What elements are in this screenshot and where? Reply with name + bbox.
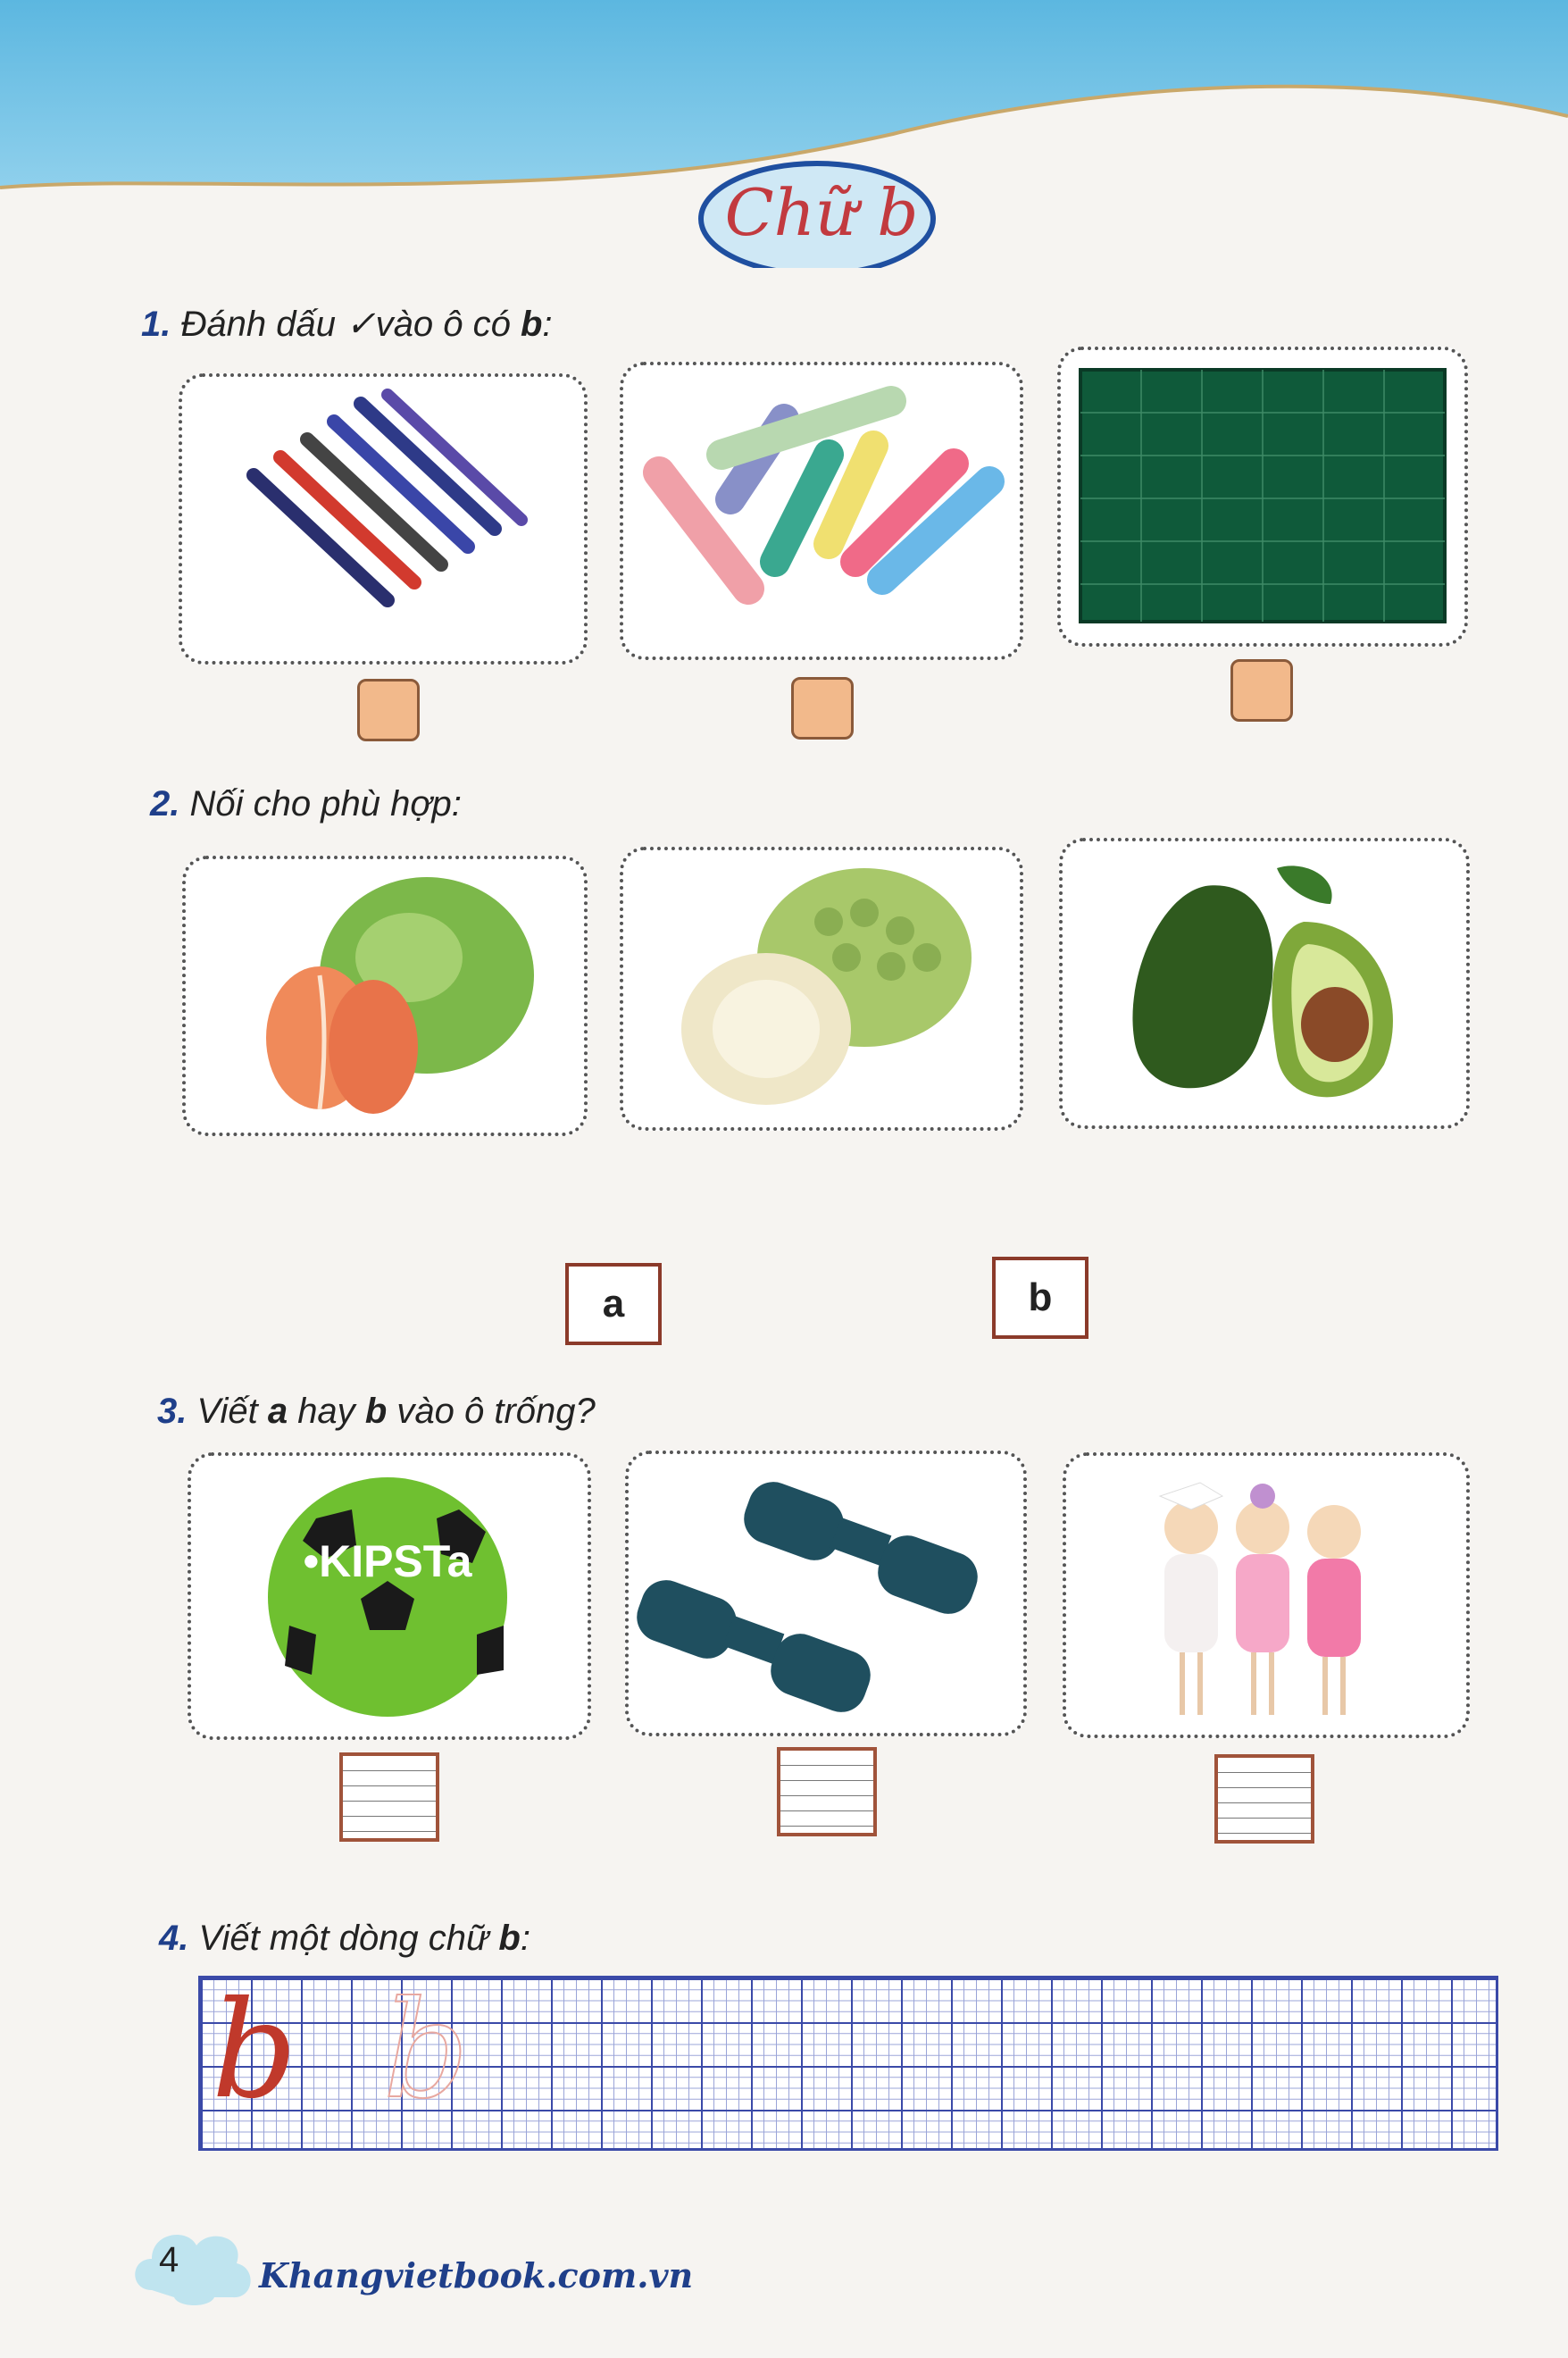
question-1-number: 1. — [141, 305, 171, 344]
question-1-colon: : — [542, 305, 553, 344]
chalk-card — [620, 362, 1023, 660]
checkbox-blackboard[interactable] — [1230, 659, 1293, 722]
question-3-title — [157, 1392, 596, 1432]
dolls-icon — [1066, 1456, 1466, 1735]
match-letter-b[interactable]: b — [992, 1257, 1088, 1339]
custard-apple-icon — [623, 850, 1020, 1127]
site-url: Khangvietbook.com.vn — [259, 2255, 694, 2295]
ball-brand-text: •KIPSTa — [303, 1536, 472, 1586]
check-mark-icon: ✓ — [346, 305, 376, 344]
question-1-text-before: Đánh dấu — [180, 305, 336, 344]
answer-box-dumbbells[interactable] — [777, 1747, 877, 1836]
custard-apple-card — [620, 847, 1023, 1131]
sample-letter-b: b — [212, 1973, 298, 2128]
traced-letter-b: b — [383, 1973, 470, 2128]
question-2-text: Nối cho phù hợp: — [189, 784, 462, 824]
pens-card — [179, 373, 588, 665]
question-1-text-after: vào ô có — [375, 305, 511, 344]
question-3-text-2: hay — [297, 1392, 355, 1431]
ball-icon — [191, 1456, 588, 1736]
dumbbells-icon — [629, 1454, 1023, 1733]
question-2-number: 2. — [150, 784, 180, 824]
lesson-title: Chữ b — [724, 175, 919, 250]
question-3-text-1: Viết — [196, 1392, 258, 1431]
pomelo-card — [182, 856, 588, 1136]
answer-box-ball[interactable] — [339, 1752, 439, 1842]
page-number: 4 — [159, 2240, 179, 2279]
dolls-card — [1063, 1452, 1470, 1738]
question-4-text: Viết một dòng chữ — [198, 1919, 489, 1958]
checkbox-chalk[interactable] — [791, 677, 854, 740]
question-3-number: 3. — [157, 1392, 188, 1431]
avocado-icon — [1063, 841, 1466, 1125]
question-3-letter-a: a — [267, 1392, 288, 1431]
answer-box-dolls[interactable] — [1214, 1754, 1314, 1844]
chalk-icon — [623, 365, 1020, 656]
checkbox-pens[interactable] — [357, 679, 420, 741]
blackboard-card — [1057, 347, 1468, 647]
page-number-cloud-icon — [125, 2219, 259, 2317]
pomelo-icon — [186, 859, 584, 1133]
avocado-card — [1059, 838, 1470, 1129]
question-4-letter: b — [498, 1919, 521, 1958]
question-2-title — [150, 784, 462, 824]
question-1-letter: b — [520, 305, 543, 344]
pens-icon — [182, 377, 584, 661]
question-1-title — [141, 304, 553, 345]
question-4-title — [159, 1919, 530, 1959]
match-letter-a[interactable]: a — [565, 1263, 662, 1345]
dumbbells-card — [625, 1451, 1027, 1736]
question-4-number: 4. — [159, 1919, 189, 1958]
question-4-colon: : — [520, 1919, 530, 1958]
question-3-text-3: vào ô trống? — [396, 1392, 596, 1431]
blackboard-icon — [1061, 350, 1464, 643]
handwriting-grid[interactable] — [198, 1973, 1498, 2151]
ball-card — [188, 1452, 591, 1740]
question-3-letter-b: b — [364, 1392, 388, 1431]
